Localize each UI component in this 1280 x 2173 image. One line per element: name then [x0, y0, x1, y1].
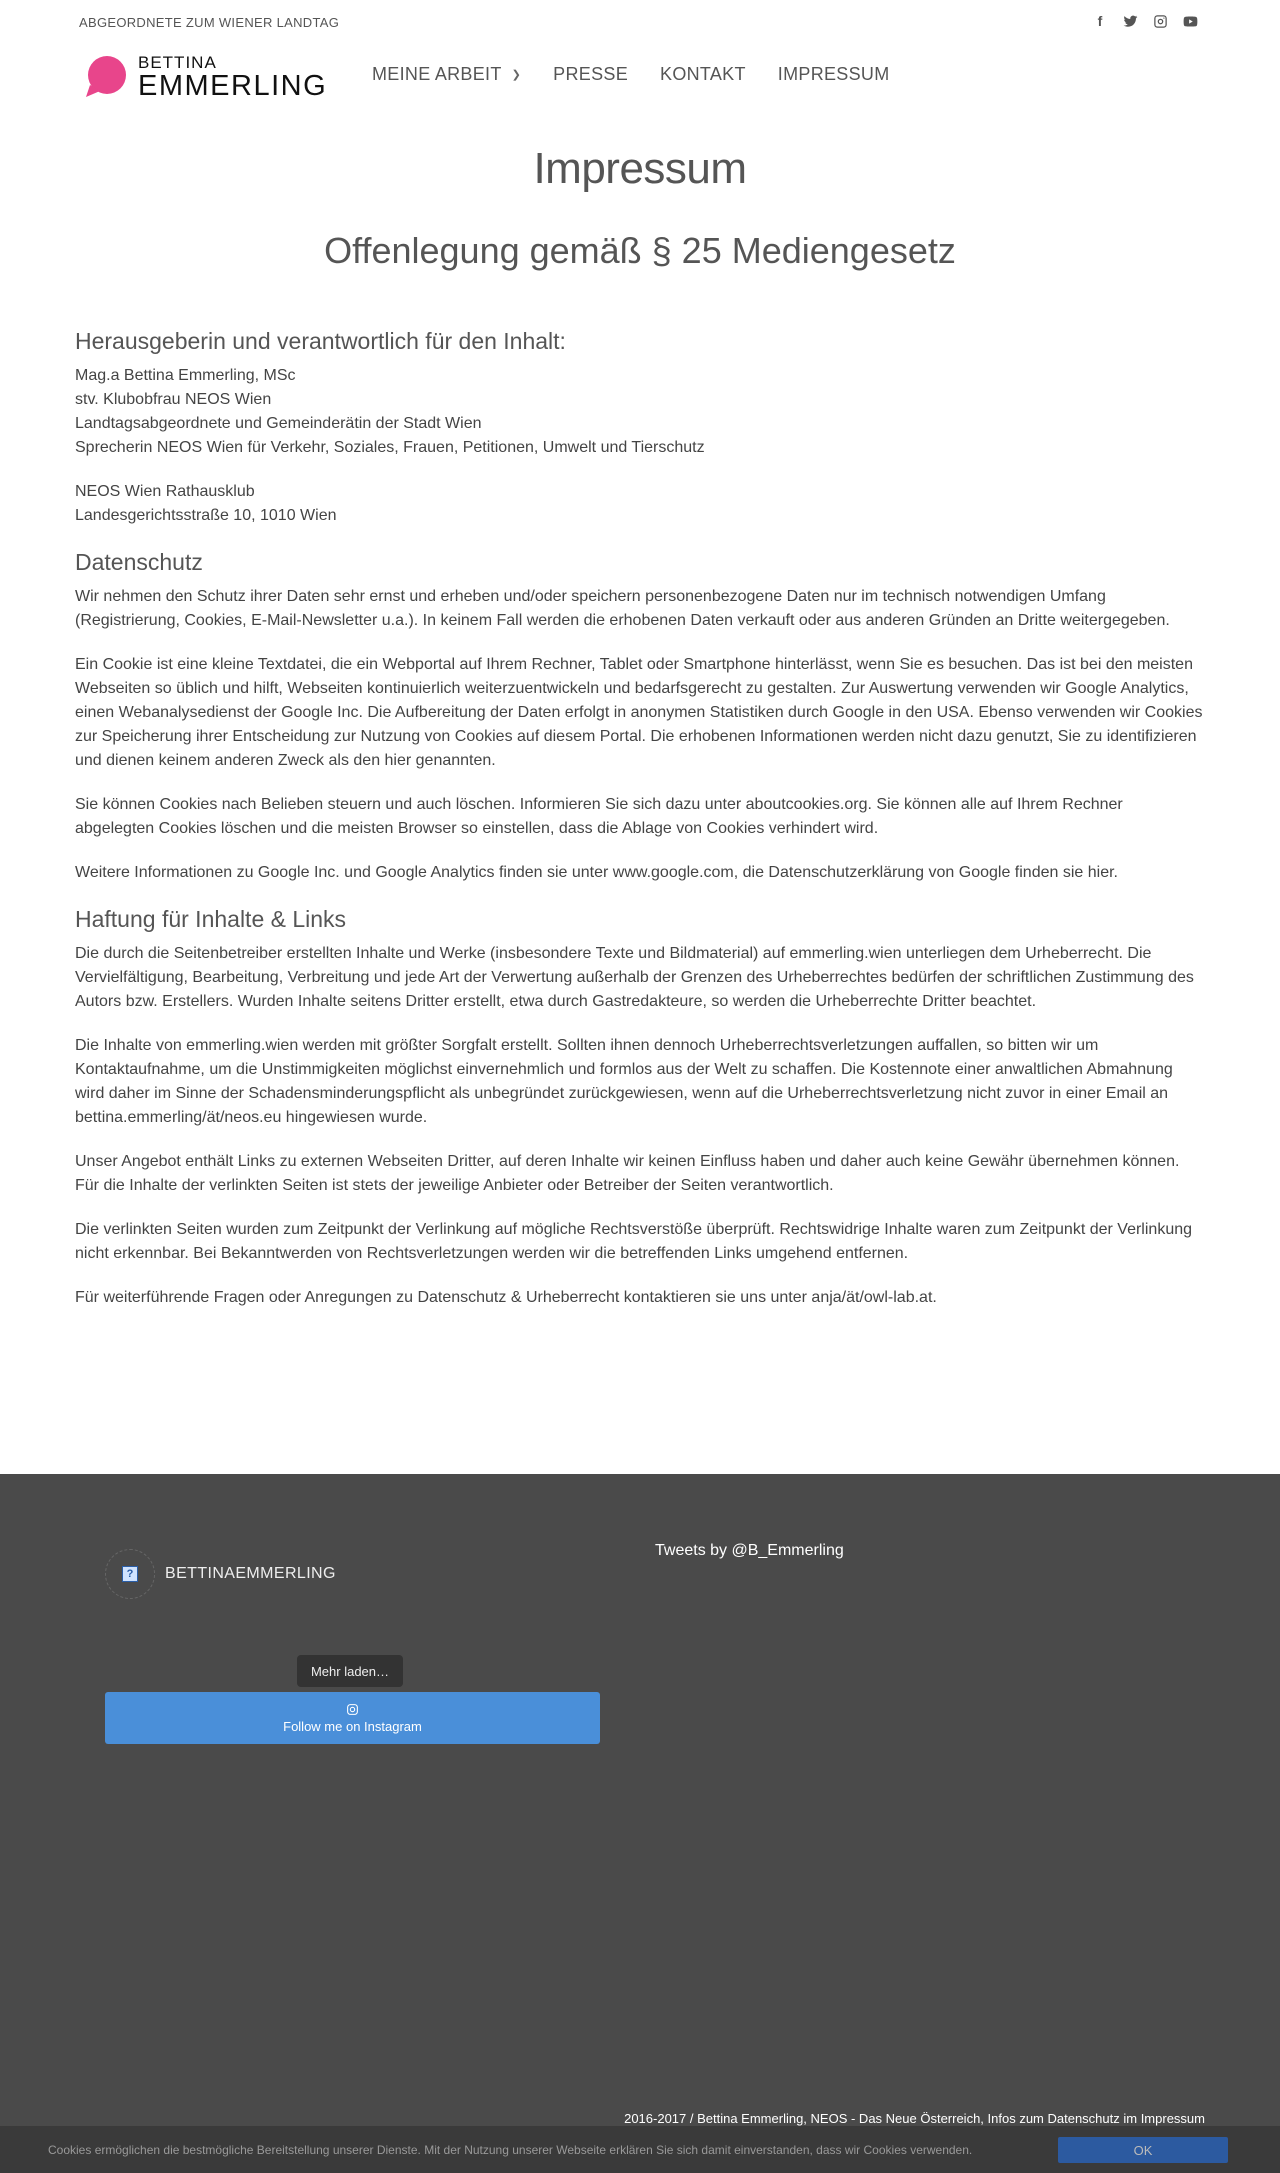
cookie-ok-button[interactable]: OK	[1058, 2137, 1228, 2163]
site-logo[interactable]	[84, 52, 327, 102]
liability-heading: Haftung für Inhalte & Links	[75, 906, 347, 932]
nav-item-label: KONTAKT	[660, 64, 746, 84]
load-more-button[interactable]: Mehr laden…	[297, 1655, 403, 1687]
page-subtitle: Offenlegung gemäß § 25 Mediengesetz	[324, 230, 956, 271]
privacy-paragraph: Sie können Cookies nach Belieben steuern und auch löschen. Informieren Sie sich dazu unter aboutcookies.org. Sie können alle auf Ihrem Rechner abgelegten Cookies löschen und die meisten Browser so einstellen, dass die Ablage von Cookies verhindert wird.	[75, 796, 1123, 837]
site-header	[0, 42, 1280, 148]
privacy-paragraph: Weitere Informationen zu Google Inc. und Google Analytics finden sie unter www.google.com, die Datenschutzerklärung von Google finden sie hier.	[75, 864, 1118, 881]
follow-instagram-button[interactable]	[105, 1692, 600, 1744]
publisher-line: Sprecherin NEOS Wien für Verkehr, Soziales, Frauen, Petitionen, Umwelt und Tierschutz	[75, 439, 705, 456]
logo-bubble-icon	[84, 55, 128, 99]
logo-first-name: BETTINA	[138, 52, 217, 72]
privacy-heading: Datenschutz	[75, 549, 203, 575]
nav-item-label: MEINE ARBEIT	[372, 64, 502, 84]
impressum-body	[75, 327, 1205, 1330]
liability-paragraph: Die durch die Seitenbetreiber erstellten Inhalte und Werke (insbesondere Texte und Bildmaterial) auf emmerling.wien unterliegen dem Urheberrecht. Die Vervielfältigung, Bearbeitung, Verbreitung und jede Art der Verwertung außerhalb der Grenzen des Urheberrechtes bedürfen der schriftlichen Zustimmung des Autors bzw. Erstellers. Wurden Inhalte seitens Dritter erstellt, etwa durch Gastredakteure, so werden die Urheberrechte Dritter beachtet.	[75, 945, 1194, 1010]
address-block	[75, 480, 1205, 528]
site-footer	[0, 1474, 1280, 2173]
publisher-line: Mag.a Bettina Emmerling, MSc	[75, 367, 296, 384]
cookie-banner	[0, 2126, 1280, 2173]
twitter-icon[interactable]	[1115, 11, 1145, 31]
broken-image-icon: ?	[122, 1566, 138, 1582]
youtube-icon[interactable]	[1175, 11, 1205, 31]
top-bar	[0, 0, 1280, 42]
twitter-timeline-link[interactable]: Tweets by @B_Emmerling	[655, 1542, 844, 1559]
page-title: Impressum	[533, 144, 747, 193]
address-line: Landesgerichtsstraße 10, 1010 Wien	[75, 507, 337, 524]
instagram-icon[interactable]	[1145, 11, 1175, 31]
liability-paragraph: Die Inhalte von emmerling.wien werden mit größter Sorgfalt erstellt. Sollten ihnen dennoch Urheberrechtsverletzungen auffallen, so bitten wir um Kontaktaufnahme, um die Unstimmigkeiten möglichst einvernehmlich und formlos aus der Welt zu schaffen. Die Kostennote einer anwaltlichen Abmahnung wird daher im Sinne der Schadensminderungspflicht als unbegründet zurückgewiesen, wenn auf die Urheberrechtsverletzung nicht zuvor in einer Email an bettina.emmerling/ät/neos.eu hingewiesen wurde.	[75, 1037, 1173, 1126]
chevron-down-icon: ❯	[511, 69, 522, 81]
nav-item-label: PRESSE	[553, 64, 629, 84]
liability-paragraph: Für weiterführende Fragen oder Anregungen zu Datenschutz & Urheberrecht kontaktieren sie uns unter anja/ät/owl-lab.at.	[75, 1289, 937, 1306]
privacy-paragraph: Ein Cookie ist eine kleine Textdatei, die ein Webportal auf Ihrem Rechner, Tablet oder Smartphone hinterlässt, wenn Sie es besuchen. Das ist bei den meisten Webseiten so üblich und hilft, Webseiten kontinuierlich weiterzuentwickeln und bedarfsgerecht zu gestalten. Zur Auswertung verwenden wir Google Analytics, einen Webanalysedienst der Google Inc. Die Aufbereitung der Daten erfolgt in anonymen Statistiken durch Google in den USA. Ebenso verwenden wir Cookies zur Speicherung ihrer Entscheidung zur Nutzung von Cookies auf diesem Portal. Die erhobenen Informationen werden nicht dazu genutzt, Sie zu identifizieren und dienen keinem anderen Zweck als den hier genannten.	[75, 656, 1203, 769]
liability-paragraph: Unser Angebot enthält Links zu externen Webseiten Dritter, auf deren Inhalte wir keinen Einfluss haben und daher auch keine Gewähr übernehmen können. Für die Inhalte der verlinkten Seiten ist stets der jeweilige Anbieter oder Betreiber der Seiten verantwortlich.	[75, 1153, 1180, 1194]
avatar	[105, 1549, 155, 1599]
publisher-block	[75, 364, 1205, 460]
publisher-line: stv. Klubobfrau NEOS Wien	[75, 391, 272, 408]
instagram-username: BETTINAEMMERLING	[165, 1565, 336, 1582]
follow-label: Follow me on Instagram	[283, 1718, 422, 1734]
nav-item-label: IMPRESSUM	[777, 64, 890, 84]
facebook-icon[interactable]: f	[1097, 13, 1103, 29]
publisher-heading: Herausgeberin und verantwortlich für den Inhalt:	[75, 328, 566, 354]
publisher-line: Landtagsabgeordnete und Gemeinderätin der Stadt Wien	[75, 415, 482, 432]
tagline: ABGEORDNETE ZUM WIENER LANDTAG	[79, 15, 340, 30]
logo-last-name: EMMERLING	[138, 69, 328, 102]
social-links	[1085, 11, 1205, 31]
nav-item-impressum[interactable]	[778, 64, 890, 85]
address-line: NEOS Wien Rathausklub	[75, 483, 255, 500]
privacy-paragraph: Wir nehmen den Schutz ihrer Daten sehr ernst und erheben und/oder speichern personenbezogene Daten nur im technisch notwendigen Umfang (Registrierung, Cookies, E-Mail-Newsletter u.a.). In keinem Fall werden die erhobenen Daten verkauft oder aus anderen Gründen an Dritte weitergegeben.	[75, 588, 1170, 629]
nav-item-meine-arbeit[interactable]	[372, 64, 521, 85]
nav-item-presse[interactable]	[553, 64, 628, 85]
instagram-icon	[346, 1703, 359, 1716]
copyright: 2016-2017 / Bettina Emmerling, NEOS - Das Neue Österreich, Infos zum Datenschutz im Impressum	[624, 2111, 1205, 2126]
logo-text	[138, 54, 327, 101]
instagram-profile[interactable]	[105, 1549, 336, 1599]
nav-item-kontakt[interactable]	[660, 64, 746, 85]
main-nav	[372, 64, 890, 85]
liability-paragraph: Die verlinkten Seiten wurden zum Zeitpunkt der Verlinkung auf mögliche Rechtsverstöße überprüft. Rechtswidrige Inhalte waren zum Zeitpunkt der Verlinkung nicht erkennbar. Bei Bekanntwerden von Rechtsverletzungen werden wir die betreffenden Links umgehend entfernen.	[75, 1221, 1193, 1262]
cookie-message: Cookies ermöglichen die bestmögliche Bereitstellung unserer Dienste. Mit der Nutzung unserer Webseite erklären Sie sich damit einverstanden, dass wir Cookies verwenden.	[48, 2143, 973, 2157]
